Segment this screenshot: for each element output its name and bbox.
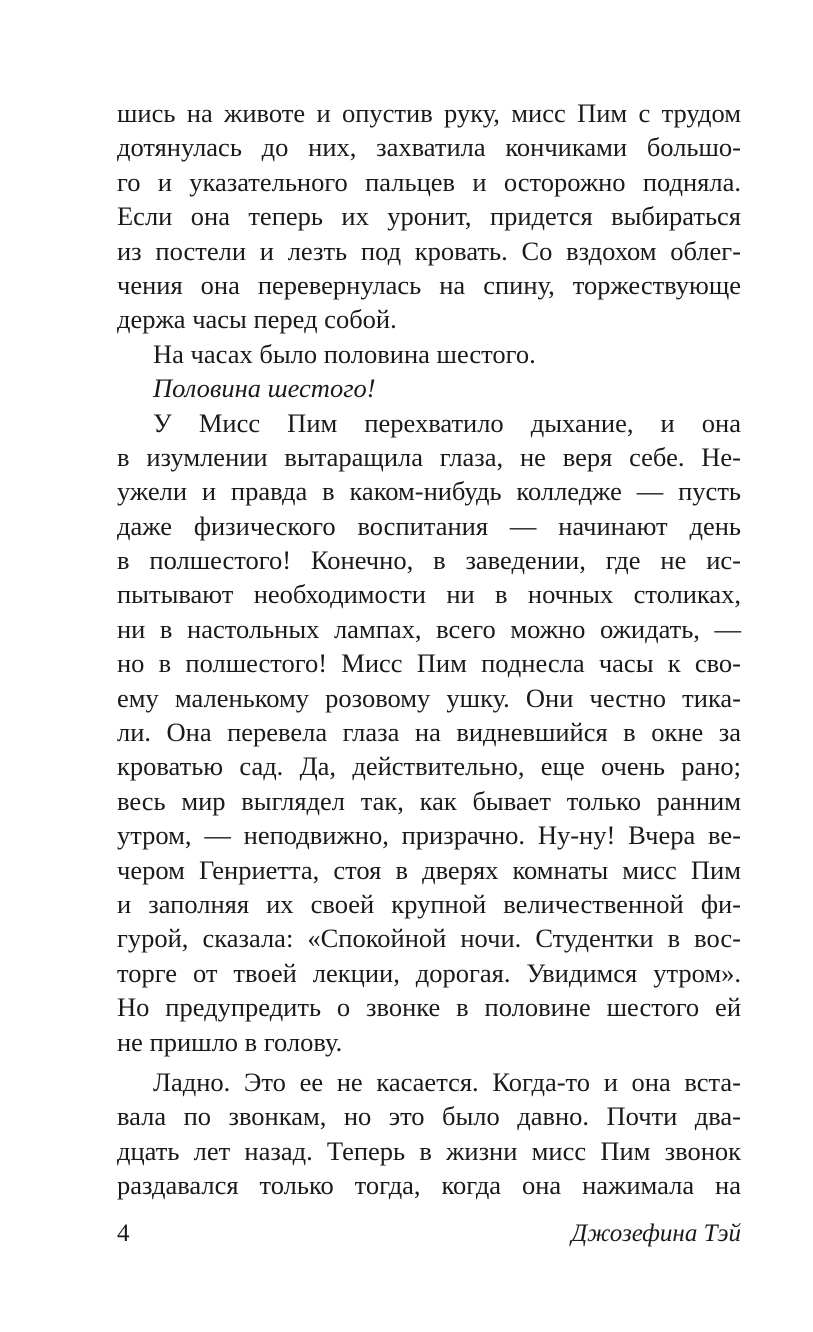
- text-line: ему маленькому розовому ушку. Они честно тика-: [117, 682, 741, 713]
- paragraph-4: [117, 406, 741, 1059]
- text-line: весь мир выглядел так, как бывает только ранним: [117, 785, 741, 816]
- text-line: На часах было половина шестого.: [153, 338, 536, 369]
- text-line: дцать лет назад. Теперь в жизни мисс Пим звонок: [117, 1135, 741, 1166]
- text-line: в изумлении вытаращила глаза, не веря себе. Не-: [117, 441, 741, 472]
- page-body: [117, 96, 741, 1203]
- text-line: ли. Она перевела глаза на видневшийся в окне за: [117, 717, 741, 748]
- text-line: торге от твоей лекции, дорогая. Увидимся утром».: [117, 957, 741, 988]
- text-line: пытывают необходимости ни в ночных столиках,: [117, 579, 741, 610]
- text-line: Но предупредить о звонке в половине шестого ей: [117, 992, 741, 1023]
- text-line: гурой, сказала: «Спокойной ночи. Студентки в вос-: [117, 923, 741, 954]
- text-line: У Мисс Пим перехватило дыхание, и она: [153, 407, 741, 438]
- text-line: не пришло в голову.: [117, 1026, 343, 1057]
- paragraph-2: [117, 337, 741, 371]
- page-footer: [117, 1216, 741, 1252]
- text-line: держа часы перед собой.: [117, 304, 397, 335]
- paragraph-5: [117, 1065, 741, 1203]
- text-line: кроватью сад. Да, действительно, еще очень рано;: [117, 751, 741, 782]
- text-line: утром, — неподвижно, призрачно. Ну-ну! Вчера ве-: [117, 820, 741, 851]
- text-line: но в полшестого! Мисс Пим поднесла часы к сво-: [117, 648, 741, 679]
- text-line: ни в настольных лампах, всего можно ожидать, —: [117, 613, 741, 644]
- page-number: 4: [117, 1220, 130, 1247]
- text-line: шись на животе и опустив руку, мисс Пим с трудом: [117, 98, 741, 128]
- text-line: дотянулась до них, захватила кончиками большо-: [117, 132, 741, 163]
- running-title: Джозефина Тэй: [571, 1220, 741, 1247]
- text-line: Половина шестого!: [153, 373, 376, 404]
- text-line: чером Генриетта, стоя в дверях комнаты мисс Пим: [117, 854, 741, 885]
- text-line: раздавался только тогда, когда она нажимала на: [117, 1170, 741, 1201]
- text-line: даже физического воспитания — начинают день: [117, 510, 741, 541]
- text-line: го и указательного пальцев и осторожно подняла.: [117, 166, 741, 197]
- text-line: чения она перевернулась на спину, торжествующе: [117, 269, 741, 300]
- text-line: в полшестого! Конечно, в заведении, где не ис-: [117, 545, 741, 576]
- text-line: Если она теперь их уронит, придется выбираться: [117, 201, 741, 232]
- text-line: ужели и правда в каком-нибудь колледже — пусть: [117, 476, 741, 507]
- paragraph-3: [117, 371, 741, 405]
- paragraph-1: [117, 96, 741, 337]
- text-line: из постели и лезть под кровать. Со вздохом облег-: [117, 235, 741, 266]
- text-line: вала по звонкам, но это было давно. Почти два-: [117, 1101, 741, 1132]
- text-line: и заполняя их своей крупной величественной фи-: [117, 888, 741, 919]
- text-line: Ладно. Это ее не касается. Когда-то и она вста-: [153, 1066, 741, 1097]
